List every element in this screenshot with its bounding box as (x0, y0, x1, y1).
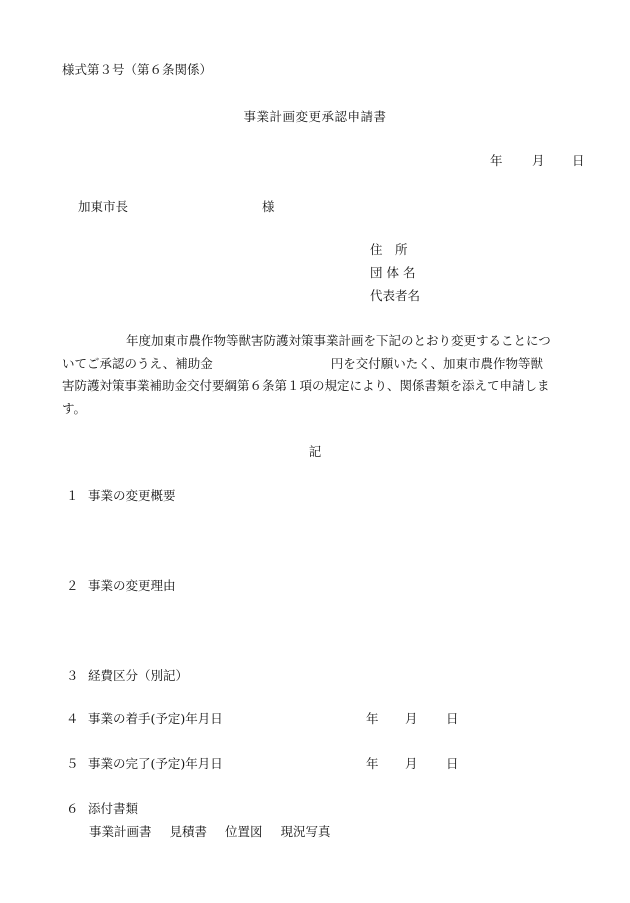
form-number: 様式第３号（第６条関係） (62, 62, 213, 77)
item-number: ６ (66, 801, 79, 816)
item-number: ３ (66, 668, 79, 683)
item-label: 事業の完了(予定)年月日 (88, 756, 223, 771)
item-change-summary (66, 490, 176, 503)
body-line-1: 年度加東市農作物等獣害防護対策事業計画を下記のとおり変更することにつ (126, 333, 551, 348)
item-label: 事業の変更理由 (88, 578, 176, 593)
applicant-organization-label: 団 体 名 (370, 265, 416, 280)
item-completion-date (66, 758, 223, 771)
item-expense-category (66, 670, 188, 683)
completion-year-label: 年 (366, 756, 379, 771)
date-day-label: 日 (572, 153, 585, 168)
attachment-list (89, 826, 345, 839)
application-date (0, 155, 630, 171)
item-number: ４ (66, 711, 79, 726)
addressee-name: 加東市長 (78, 199, 129, 214)
item-label: 経費区分（別記） (88, 668, 189, 683)
body-line-3: 害防護対策事業補助金交付要綱第６条第１項の規定により、関係書類を添えて申請しま (62, 378, 550, 393)
attachment-business-plan: 事業計画書 (89, 824, 152, 839)
applicant-address-label: 住 所 (370, 242, 408, 257)
completion-day-label: 日 (446, 756, 459, 771)
item-label: 事業の変更概要 (88, 488, 176, 503)
attachment-estimate: 見積書 (169, 824, 208, 839)
body-line-2a: いてご承認のうえ、補助金 (62, 355, 213, 371)
item-start-date (66, 713, 223, 726)
attachment-location-map: 位置図 (225, 824, 263, 839)
document-title: 事業計画変更承認申請書 (243, 109, 387, 124)
addressee-honorific: 様 (262, 199, 275, 214)
item-change-reason (66, 580, 176, 593)
body-line-2b: 円を交付願いたく、加東市農作物等獣 (330, 355, 544, 371)
application-body (62, 330, 582, 420)
item-number: ２ (66, 578, 79, 593)
applicant-representative-label: 代表者名 (370, 288, 421, 303)
body-line-4: す。 (62, 400, 87, 416)
start-month-label: 月 (405, 711, 418, 726)
item-number: ５ (66, 756, 79, 771)
date-year-label: 年 (490, 153, 503, 168)
date-month-label: 月 (532, 153, 545, 168)
start-year-label: 年 (366, 711, 379, 726)
item-number: １ (66, 488, 79, 503)
item-label: 事業の着手(予定)年月日 (88, 711, 223, 726)
attachment-site-photos: 現況写真 (280, 824, 331, 839)
completion-month-label: 月 (405, 756, 418, 771)
ki-heading: 記 (308, 444, 322, 459)
item-attachments (66, 803, 138, 816)
item-label: 添付書類 (88, 801, 139, 816)
start-day-label: 日 (446, 711, 459, 726)
